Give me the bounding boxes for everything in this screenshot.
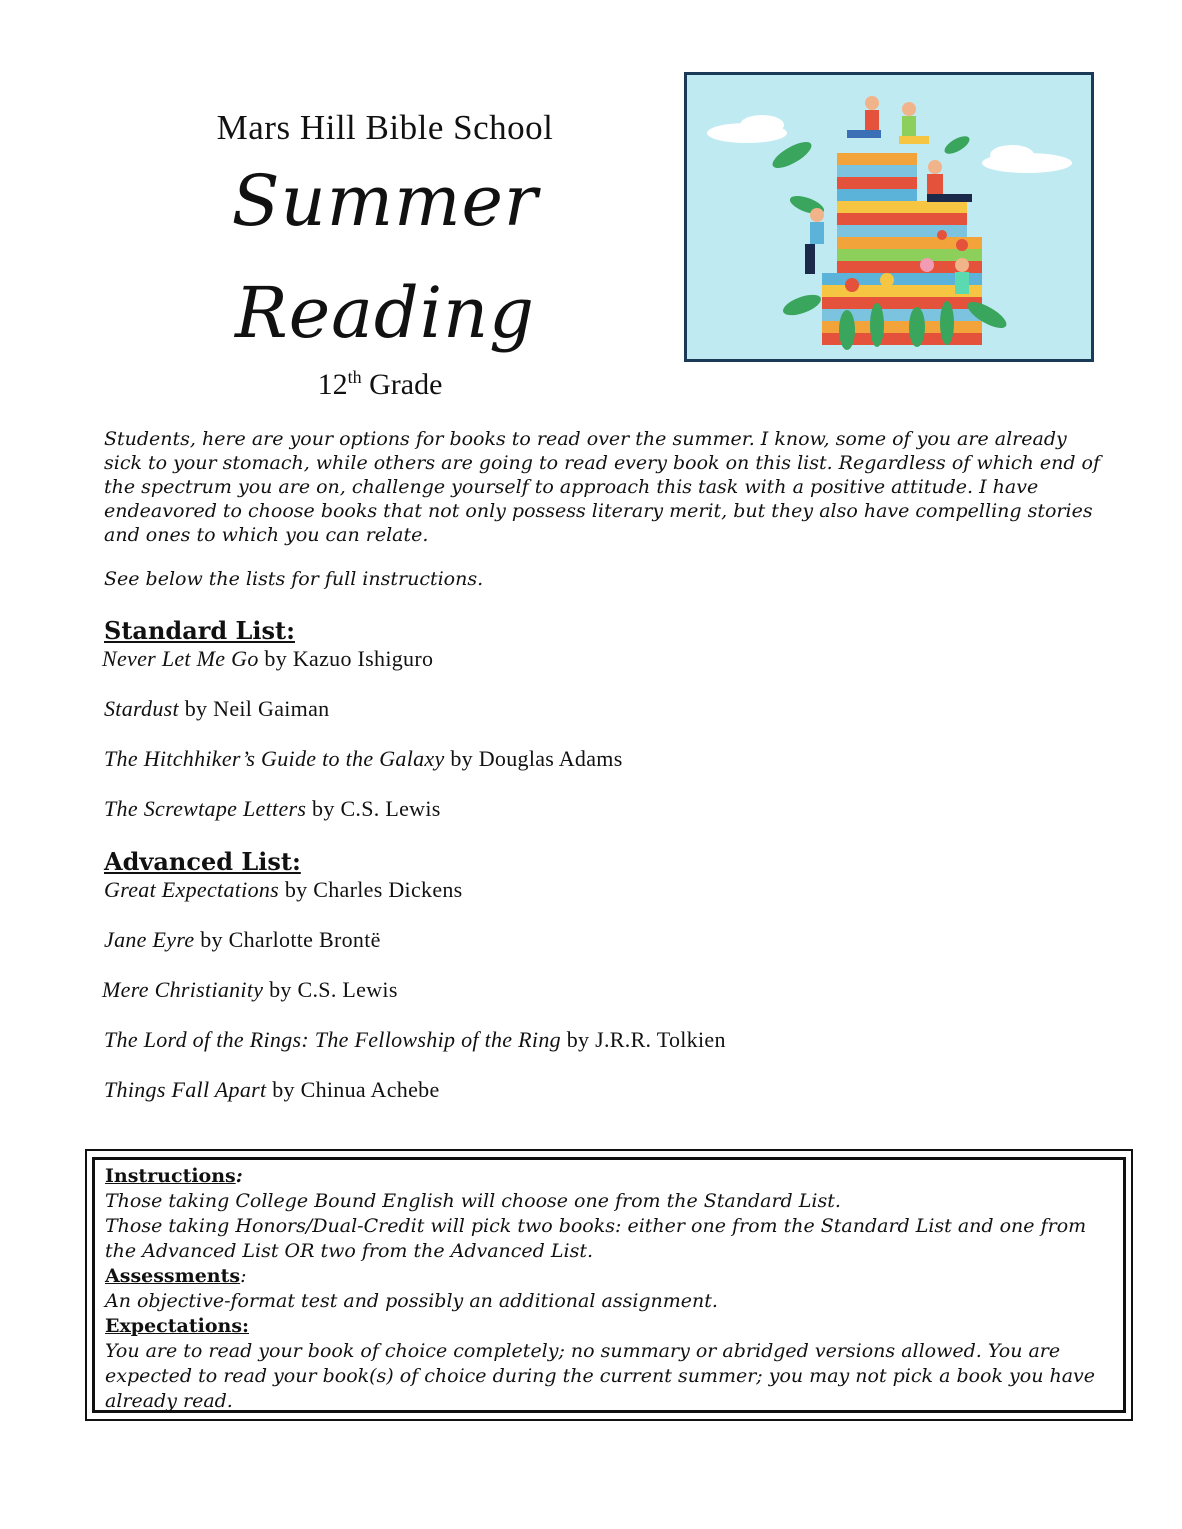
intro-note: See below the lists for full instructions. [104, 568, 484, 590]
book-author: by Neil Gaiman [178, 696, 330, 721]
instructions-heading-row [105, 1164, 1113, 1189]
book-title: Great Expectations [104, 877, 280, 902]
instructions-colon: : [235, 1165, 243, 1187]
book-item [102, 646, 433, 672]
instructions-box-inner [92, 1157, 1126, 1413]
book-item [104, 927, 381, 953]
book-title: The Hitchhiker’s Guide to the Galaxy [104, 746, 445, 771]
book-title: Jane Eyre [104, 927, 195, 952]
book-item [104, 796, 441, 822]
instructions-line: Those taking Honors/Dual-Credit will pick two books: either one from the Standard List and one from the Advanced List OR two from the Advanced List. [105, 1215, 1087, 1262]
standard-list-heading: Standard List: [104, 616, 295, 645]
book-author: by J.R.R. Tolkien [560, 1027, 726, 1052]
expectations-heading-row [105, 1314, 1113, 1339]
book-title: The Lord of the Rings: The Fellowship of the Ring [104, 1027, 561, 1052]
book-item [104, 877, 463, 903]
intro-text [104, 427, 1104, 611]
books-people-illustration [687, 75, 1091, 359]
assessments-label: Assessments [105, 1265, 241, 1287]
book-item [104, 1077, 440, 1103]
book-item [102, 977, 398, 1003]
book-author: by Chinua Achebe [266, 1077, 440, 1102]
title-reading: Reading [235, 272, 535, 354]
assessments-text: An objective-format test and possibly an additional assignment. [105, 1290, 718, 1312]
advanced-list-heading: Advanced List: [104, 847, 301, 876]
reading-illustration [684, 72, 1094, 362]
instructions-box [85, 1149, 1133, 1421]
book-author: by Charles Dickens [279, 877, 463, 902]
book-author: by C.S. Lewis [306, 796, 441, 821]
grade-label [260, 368, 500, 402]
school-name: Mars Hill Bible School [216, 108, 554, 147]
title-summer: Summer [231, 160, 539, 242]
intro-paragraph: Students, here are your options for books to read over the summer. I know, some of you are already sick to your stomach, while others are going to read every book on this list. Regardless of which end of the spectrum you are on, challenge yourself to approach this task with a positive attitude. I have endeavored to choose books that not only possess literary merit, but they also have compelling stories and ones to which you can relate. [104, 428, 1100, 546]
book-author: by Charlotte Brontë [194, 927, 381, 952]
book-author: by Douglas Adams [444, 746, 623, 771]
grade-word: Grade [369, 368, 443, 401]
book-item [104, 1027, 726, 1053]
book-title: Never Let Me Go [102, 646, 259, 671]
instructions-label: Instructions [105, 1165, 236, 1187]
assessments-colon: : [240, 1265, 247, 1287]
book-title: The Screwtape Letters [104, 796, 307, 821]
book-author: by C.S. Lewis [263, 977, 398, 1002]
book-title: Things Fall Apart [104, 1077, 267, 1102]
book-title: Mere Christianity [102, 977, 264, 1002]
expectations-label: Expectations: [105, 1315, 250, 1337]
book-item [104, 746, 623, 772]
expectations-text: You are to read your book of choice completely; no summary or abridged versions allowed. You are expected to read your book(s) of choice during the current summer; you may not pick a book you have already read. [105, 1340, 1096, 1412]
book-author: by Kazuo Ishiguro [258, 646, 434, 671]
assessments-heading-row [105, 1264, 1113, 1289]
grade-suffix: th [347, 367, 362, 387]
grade-number: 12 [317, 368, 348, 401]
book-title: Stardust [104, 696, 179, 721]
instructions-line: Those taking College Bound English will choose one from the Standard List. [105, 1190, 841, 1212]
book-item [104, 696, 329, 722]
